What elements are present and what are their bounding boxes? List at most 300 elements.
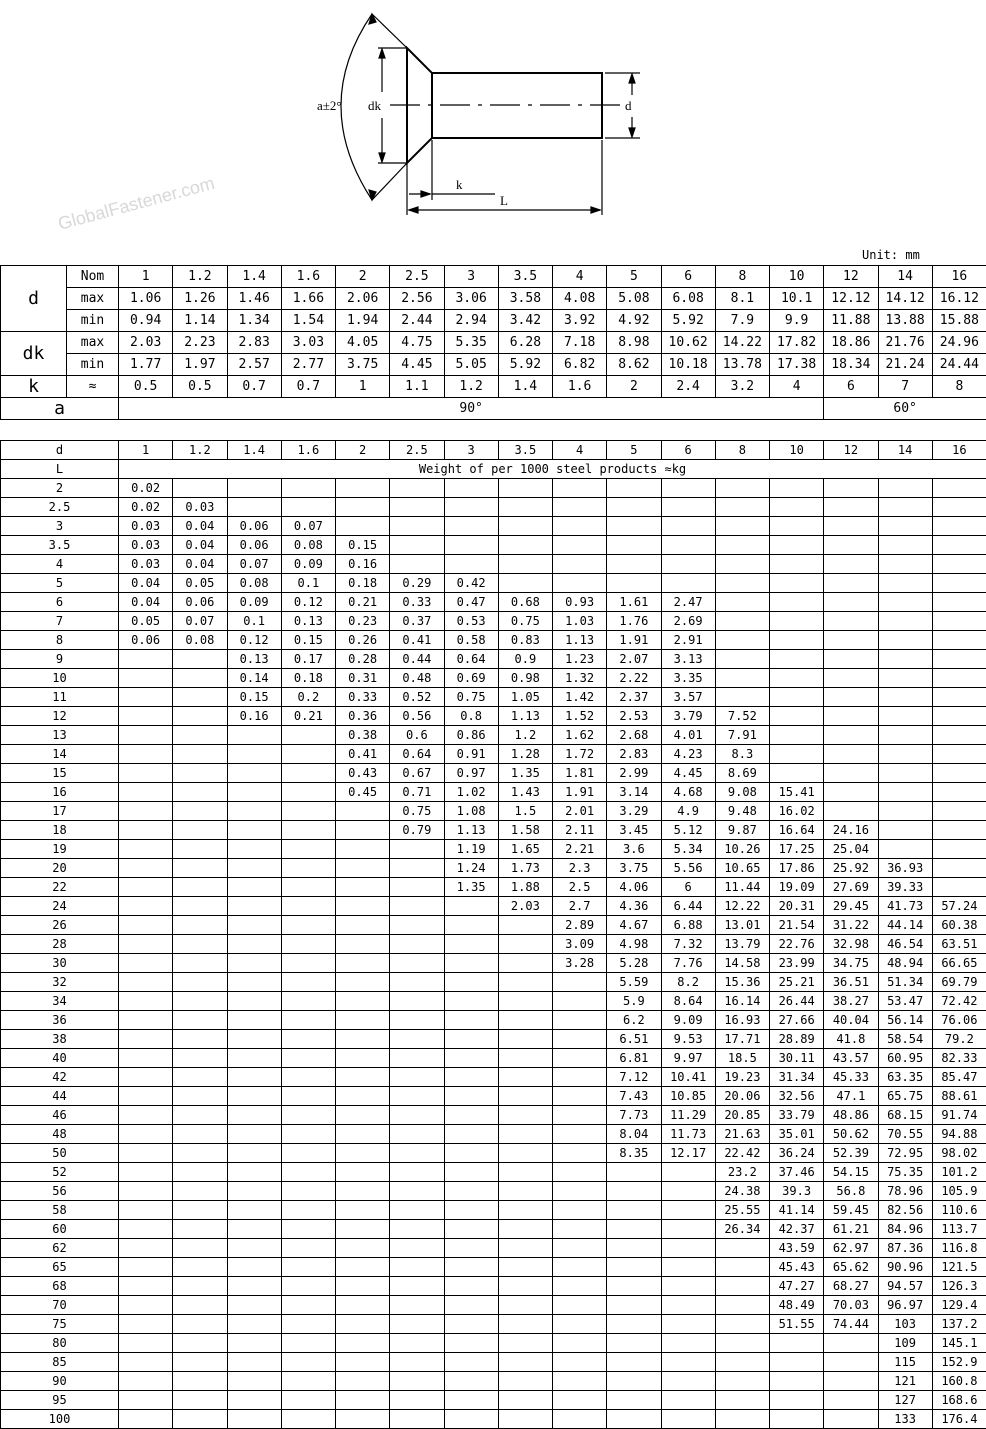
d-max-cell: 1.46 [227, 288, 281, 310]
weight-cell: 39.3 [770, 1182, 824, 1201]
weights-row [1, 1049, 986, 1068]
weight-cell: 0.02 [119, 498, 173, 517]
dk-max-cell: 14.22 [715, 332, 769, 354]
weight-cell: 48.86 [824, 1106, 878, 1125]
weight-cell: 1.23 [553, 650, 607, 669]
weight-cell: 0.9 [498, 650, 552, 669]
size-cell: 1.2 [173, 266, 227, 288]
weight-cell: 1.43 [498, 783, 552, 802]
weight-cell: 0.08 [281, 536, 335, 555]
weight-cell [498, 1277, 552, 1296]
length-cell: 85 [1, 1353, 119, 1372]
weight-cell: 13.01 [715, 916, 769, 935]
weight-cell: 0.18 [336, 574, 390, 593]
weight-cell [227, 1239, 281, 1258]
weight-cell [498, 1068, 552, 1087]
weight-cell [227, 1391, 281, 1410]
k-header: k [1, 376, 67, 398]
k-cell: 7 [878, 376, 932, 398]
weight-cell [715, 688, 769, 707]
weight-cell [119, 707, 173, 726]
weight-cell [173, 1049, 227, 1068]
weight-cell [715, 1296, 769, 1315]
weight-cell [173, 840, 227, 859]
weight-cell [553, 1315, 607, 1334]
length-cell: 34 [1, 992, 119, 1011]
weight-cell: 14.58 [715, 954, 769, 973]
weights-row [1, 707, 986, 726]
weight-cell [173, 916, 227, 935]
weights-size-cell: 2.5 [390, 441, 444, 460]
weight-cell [119, 840, 173, 859]
weight-cell [715, 631, 769, 650]
weight-cell [607, 1258, 661, 1277]
weight-cell: 0.48 [390, 669, 444, 688]
weight-cell [390, 1030, 444, 1049]
dk-max-cell: 24.96 [932, 332, 986, 354]
weight-cell [498, 935, 552, 954]
weight-cell [498, 1106, 552, 1125]
weight-cell: 103 [878, 1315, 932, 1334]
dims-row-a [1, 398, 986, 420]
d-max-cell: 2.56 [390, 288, 444, 310]
weight-cell: 10.65 [715, 859, 769, 878]
length-cell: 26 [1, 916, 119, 935]
weight-cell [227, 973, 281, 992]
weight-cell [390, 1182, 444, 1201]
weight-cell [119, 1011, 173, 1030]
weight-cell [336, 821, 390, 840]
weight-cell [498, 1315, 552, 1334]
weight-cell [715, 555, 769, 574]
weights-row [1, 1315, 986, 1334]
weights-row [1, 631, 986, 650]
weight-cell [878, 783, 932, 802]
weight-cell: 0.09 [227, 593, 281, 612]
d-min-cell: 1.54 [281, 310, 335, 332]
weight-cell [173, 954, 227, 973]
weight-cell: 0.17 [281, 650, 335, 669]
k-cell: 1.4 [498, 376, 552, 398]
weight-cell: 2.69 [661, 612, 715, 631]
weight-cell: 115 [878, 1353, 932, 1372]
weight-cell [444, 916, 498, 935]
weight-cell: 29.45 [824, 897, 878, 916]
weight-cell: 17.25 [770, 840, 824, 859]
weight-cell [336, 935, 390, 954]
weight-cell [878, 574, 932, 593]
weight-cell [119, 1410, 173, 1429]
weight-cell [661, 1353, 715, 1372]
weight-cell: 88.61 [932, 1087, 986, 1106]
length-cell: 12 [1, 707, 119, 726]
weight-cell [444, 1372, 498, 1391]
weight-cell [824, 479, 878, 498]
weight-cell [932, 745, 986, 764]
weight-cell: 41.73 [878, 897, 932, 916]
weights-row [1, 764, 986, 783]
weight-cell: 1.13 [553, 631, 607, 650]
weights-row [1, 536, 986, 555]
weight-cell [715, 650, 769, 669]
weight-cell [119, 1277, 173, 1296]
weight-cell [119, 1296, 173, 1315]
weight-cell: 61.21 [824, 1220, 878, 1239]
dk-max-cell: 18.86 [824, 332, 878, 354]
weight-cell: 0.45 [336, 783, 390, 802]
weight-cell [390, 878, 444, 897]
k-cell: 1 [336, 376, 390, 398]
length-cell: 58 [1, 1201, 119, 1220]
weight-cell [227, 1125, 281, 1144]
weight-cell: 3.29 [607, 802, 661, 821]
weight-cell [715, 1258, 769, 1277]
weight-cell: 58.54 [878, 1030, 932, 1049]
weight-cell: 0.07 [227, 555, 281, 574]
weight-cell: 0.14 [227, 669, 281, 688]
length-cell: 42 [1, 1068, 119, 1087]
weight-cell: 21.54 [770, 916, 824, 935]
weight-cell [607, 574, 661, 593]
weight-cell: 27.66 [770, 1011, 824, 1030]
weight-cell [173, 821, 227, 840]
weight-cell: 0.36 [336, 707, 390, 726]
weight-cell [336, 1315, 390, 1334]
weight-cell: 0.75 [498, 612, 552, 631]
weight-cell [227, 1011, 281, 1030]
weight-cell [607, 1391, 661, 1410]
weight-cell [444, 1030, 498, 1049]
weight-cell [715, 1277, 769, 1296]
weight-cell: 3.79 [661, 707, 715, 726]
length-cell: 3.5 [1, 536, 119, 555]
weight-cell: 1.91 [607, 631, 661, 650]
weight-cell: 7.32 [661, 935, 715, 954]
weight-cell: 26.34 [715, 1220, 769, 1239]
weight-cell [932, 859, 986, 878]
k-cell: 8 [932, 376, 986, 398]
weight-cell [173, 650, 227, 669]
weight-cell [227, 1353, 281, 1372]
weight-cell: 1.58 [498, 821, 552, 840]
weight-cell: 8.64 [661, 992, 715, 1011]
rivet-drawing [0, 0, 986, 245]
weight-cell: 7.73 [607, 1106, 661, 1125]
weight-cell: 2.07 [607, 650, 661, 669]
weight-cell [173, 745, 227, 764]
weight-cell: 0.12 [281, 593, 335, 612]
dk-min-cell: 17.38 [770, 354, 824, 376]
weight-cell: 7.91 [715, 726, 769, 745]
weight-cell [281, 1144, 335, 1163]
weight-cell [553, 1201, 607, 1220]
weight-cell: 59.45 [824, 1201, 878, 1220]
weight-cell [281, 783, 335, 802]
dk-max-cell: 21.76 [878, 332, 932, 354]
weight-cell [119, 897, 173, 916]
weight-cell: 22.76 [770, 935, 824, 954]
d-max-cell: 8.1 [715, 288, 769, 310]
weight-cell [607, 555, 661, 574]
d-max-cell: 12.12 [824, 288, 878, 310]
weight-cell [281, 954, 335, 973]
weights-row [1, 916, 986, 935]
weight-cell: 2.68 [607, 726, 661, 745]
weight-cell: 41.14 [770, 1201, 824, 1220]
weight-cell: 3.6 [607, 840, 661, 859]
weight-cell [715, 536, 769, 555]
weights-size-cell: 5 [607, 441, 661, 460]
weight-cell: 3.13 [661, 650, 715, 669]
weights-row [1, 1182, 986, 1201]
weight-cell [498, 1144, 552, 1163]
weight-cell: 1.13 [498, 707, 552, 726]
weight-cell [498, 1201, 552, 1220]
weight-cell [661, 536, 715, 555]
weight-cell [227, 1106, 281, 1125]
dims-row-d-min [1, 310, 986, 332]
weight-cell: 1.72 [553, 745, 607, 764]
weight-cell: 43.59 [770, 1239, 824, 1258]
weight-cell: 76.06 [932, 1011, 986, 1030]
weight-cell [281, 1182, 335, 1201]
weights-row [1, 821, 986, 840]
weights-row [1, 897, 986, 916]
weight-cell [281, 498, 335, 517]
weight-cell: 9.08 [715, 783, 769, 802]
weight-cell [498, 1372, 552, 1391]
weight-cell [119, 1106, 173, 1125]
weight-cell [661, 1391, 715, 1410]
weights-size-cell: 1.4 [227, 441, 281, 460]
weights-row [1, 1239, 986, 1258]
weight-cell [932, 517, 986, 536]
weights-size-cell: 2 [336, 441, 390, 460]
weight-cell: 24.16 [824, 821, 878, 840]
weight-cell [878, 536, 932, 555]
weight-cell [173, 669, 227, 688]
weight-cell: 0.16 [227, 707, 281, 726]
length-cell: 32 [1, 973, 119, 992]
weight-cell [119, 1163, 173, 1182]
weight-cell [498, 498, 552, 517]
weight-cell [336, 498, 390, 517]
weight-cell: 7.76 [661, 954, 715, 973]
k-cell: 2.4 [661, 376, 715, 398]
weight-cell [227, 1068, 281, 1087]
weight-cell: 82.56 [878, 1201, 932, 1220]
weights-caption: Weight of per 1000 steel products ≈kg [119, 460, 986, 479]
weight-cell [444, 1049, 498, 1068]
weight-cell: 105.9 [932, 1182, 986, 1201]
weight-cell: 1.2 [498, 726, 552, 745]
weight-cell [119, 1125, 173, 1144]
weight-cell [878, 631, 932, 650]
weight-cell: 137.2 [932, 1315, 986, 1334]
dk-max-cell: 2.03 [119, 332, 173, 354]
weight-cell: 39.33 [878, 878, 932, 897]
weight-cell: 5.28 [607, 954, 661, 973]
d-min-cell: 2.94 [444, 310, 498, 332]
weight-cell: 50.62 [824, 1125, 878, 1144]
weight-cell [336, 1201, 390, 1220]
weight-cell [390, 1106, 444, 1125]
weight-cell: 25.92 [824, 859, 878, 878]
weight-cell [390, 1049, 444, 1068]
size-cell: 1.6 [281, 266, 335, 288]
weight-cell: 68.27 [824, 1277, 878, 1296]
weight-cell: 0.75 [444, 688, 498, 707]
d-min-cell: 9.9 [770, 310, 824, 332]
weights-row [1, 1296, 986, 1315]
weight-cell [336, 1296, 390, 1315]
weight-cell: 3.35 [661, 669, 715, 688]
weights-row [1, 802, 986, 821]
weight-cell: 20.31 [770, 897, 824, 916]
weight-cell: 20.85 [715, 1106, 769, 1125]
weight-cell: 5.56 [661, 859, 715, 878]
weight-cell: 48.49 [770, 1296, 824, 1315]
weight-cell [390, 992, 444, 1011]
weight-cell: 1.81 [553, 764, 607, 783]
length-cell: 52 [1, 1163, 119, 1182]
weight-cell: 3.09 [553, 935, 607, 954]
weight-cell [661, 574, 715, 593]
weight-cell [770, 764, 824, 783]
weight-cell: 1.42 [553, 688, 607, 707]
weight-cell [444, 1239, 498, 1258]
weights-size-cell: 6 [661, 441, 715, 460]
weight-cell [498, 1239, 552, 1258]
weight-cell [173, 802, 227, 821]
weight-cell: 41.8 [824, 1030, 878, 1049]
d-min-cell: 1.94 [336, 310, 390, 332]
weight-cell [607, 479, 661, 498]
weight-cell [553, 1106, 607, 1125]
weights-row [1, 1372, 986, 1391]
weight-cell: 47.27 [770, 1277, 824, 1296]
weight-cell: 52.39 [824, 1144, 878, 1163]
weight-cell: 35.01 [770, 1125, 824, 1144]
weight-cell: 5.59 [607, 973, 661, 992]
weight-cell [390, 1239, 444, 1258]
weight-cell: 56.8 [824, 1182, 878, 1201]
weight-cell [824, 536, 878, 555]
weight-cell [281, 745, 335, 764]
weight-cell: 9.87 [715, 821, 769, 840]
weight-cell [119, 1030, 173, 1049]
weight-cell [227, 992, 281, 1011]
weight-cell [173, 1011, 227, 1030]
weight-cell [281, 1372, 335, 1391]
weight-cell [553, 574, 607, 593]
length-cell: 65 [1, 1258, 119, 1277]
weight-cell: 5.12 [661, 821, 715, 840]
length-cell: 20 [1, 859, 119, 878]
weight-cell [281, 859, 335, 878]
weight-cell [390, 859, 444, 878]
weight-cell: 60.95 [878, 1049, 932, 1068]
dk-header: dk [1, 332, 67, 376]
weight-cell [119, 1201, 173, 1220]
d-max-cell: 5.08 [607, 288, 661, 310]
weight-cell: 0.04 [173, 555, 227, 574]
weight-cell [715, 1239, 769, 1258]
weight-cell: 24.38 [715, 1182, 769, 1201]
weight-cell [281, 1220, 335, 1239]
weight-cell: 0.03 [119, 517, 173, 536]
weights-row [1, 1353, 986, 1372]
weight-cell [770, 631, 824, 650]
weight-cell [444, 1334, 498, 1353]
weight-cell: 2.7 [553, 897, 607, 916]
weight-cell: 11.29 [661, 1106, 715, 1125]
weight-cell [119, 973, 173, 992]
weight-cell: 1.91 [553, 783, 607, 802]
weight-cell: 0.13 [227, 650, 281, 669]
weight-cell [281, 916, 335, 935]
weight-cell [173, 707, 227, 726]
weights-size-cell: 1 [119, 441, 173, 460]
weight-cell: 84.96 [878, 1220, 932, 1239]
weight-cell: 0.28 [336, 650, 390, 669]
weight-cell: 90.96 [878, 1258, 932, 1277]
weight-cell [498, 1353, 552, 1372]
weight-cell: 1.52 [553, 707, 607, 726]
weight-cell [878, 840, 932, 859]
weight-cell: 2.01 [553, 802, 607, 821]
weight-cell [227, 802, 281, 821]
weight-cell [824, 631, 878, 650]
weight-cell: 0.04 [173, 517, 227, 536]
weight-cell [336, 1410, 390, 1429]
weight-cell [498, 1030, 552, 1049]
weight-cell [878, 650, 932, 669]
weight-cell [173, 1372, 227, 1391]
weight-cell [173, 479, 227, 498]
weight-cell: 1.76 [607, 612, 661, 631]
weight-cell [336, 1258, 390, 1277]
weight-cell: 36.24 [770, 1144, 824, 1163]
weight-cell: 6.88 [661, 916, 715, 935]
weight-cell: 0.04 [173, 536, 227, 555]
weight-cell [715, 479, 769, 498]
d-min-cell: 1.14 [173, 310, 227, 332]
weight-cell: 16.02 [770, 802, 824, 821]
weight-cell [498, 1011, 552, 1030]
weight-cell: 109 [878, 1334, 932, 1353]
weight-cell [390, 1125, 444, 1144]
size-cell: 2 [336, 266, 390, 288]
weight-cell: 46.54 [878, 935, 932, 954]
approx-label: ≈ [67, 376, 119, 398]
weight-cell: 3.45 [607, 821, 661, 840]
weight-cell [336, 1125, 390, 1144]
weight-cell [173, 878, 227, 897]
weight-cell [173, 859, 227, 878]
weight-cell: 4.36 [607, 897, 661, 916]
weights-size-cell: 1.2 [173, 441, 227, 460]
weight-cell [661, 1277, 715, 1296]
weight-cell [824, 498, 878, 517]
dims-row-nom [1, 266, 986, 288]
weight-cell [336, 1372, 390, 1391]
size-cell: 8 [715, 266, 769, 288]
weight-cell [281, 1011, 335, 1030]
weight-cell [498, 479, 552, 498]
weight-cell [336, 859, 390, 878]
weight-cell [281, 878, 335, 897]
